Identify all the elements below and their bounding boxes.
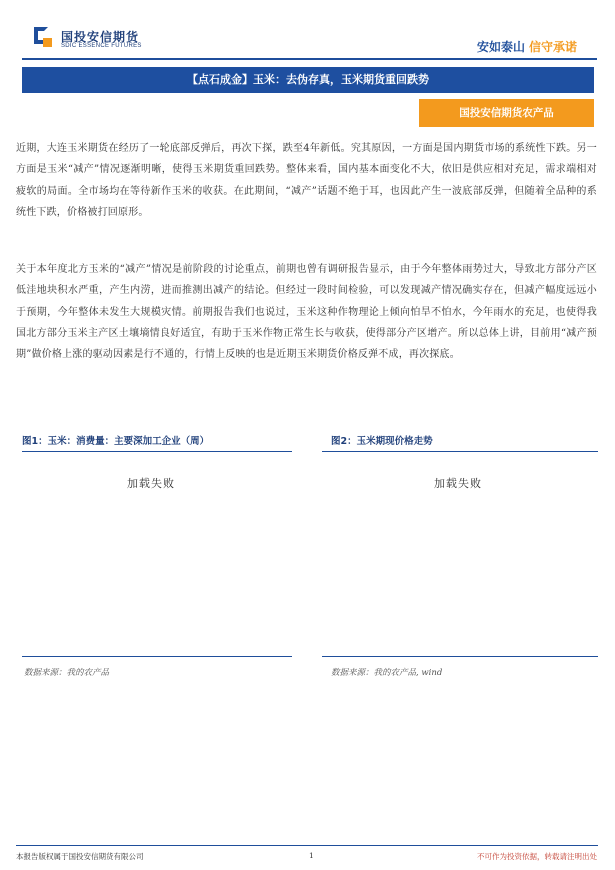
- figure-1-title: 图1：玉米：消费量：主要深加工企业（周）: [22, 436, 210, 447]
- company-logo-icon: [34, 24, 56, 48]
- slogan: [477, 38, 577, 55]
- page-header: [0, 0, 615, 60]
- figure-1-source: 数据来源：我的农产品: [24, 668, 110, 678]
- figure-1-bottom-rule: [22, 656, 292, 657]
- slogan-part2: 信守承诺: [528, 40, 577, 54]
- report-title: 【点石成金】玉米：去伪存真，玉米期货重回跌势: [22, 67, 594, 93]
- body-paragraph-2: 关于本年度北方玉米的“减产”情况是前阶段的讨论重点，前期也曾有调研报告显示，由于今年整体雨势过大，导致北方部分产区低洼地块积水严重，产生内涝，进而推测出减产的结论。但经过一段时间检验，可以发现减产情况确实存在，但减产幅度远远小于预期，今年整体未发生大规模灾情。前期报告我们也说过，玉米这种作物理论上倾向怕旱不怕水，今年雨水的充足，也使得我国北方部分玉米主产区土壤墒情良好适宜，有助于玉米作物正常生长与收获，使得部分产区增产。所以总体上讲，目前用“减产预期”做价格上涨的驱动因素是行不通的，行情上反映的也是近期玉米期货价格反弹不成，再次探底。: [16, 264, 597, 361]
- footer-divider: [16, 845, 598, 846]
- footer-disclaimer: 不可作为投资依据，转载请注明出处: [477, 852, 597, 861]
- page-number: 1: [309, 851, 314, 860]
- footer-copyright: 本报告版权属于国投安信期货有限公司: [16, 852, 144, 861]
- slogan-part1: 安如泰山: [476, 40, 525, 54]
- body-paragraph-1: 近期，大连玉米期货在经历了一轮底部反弹后，再次下探，跌至4年新低。究其原因，一方面是国内期货市场的系统性下跌。另一方面是玉米“减产”情况逐渐明晰，使得玉米期货重回跌势。整体来看，国内基本面变化不大，依旧是供应相对充足，需求端相对疲软的局面。全市场均在等待新作玉米的收获。在此期间，“减产”话题不绝于耳，也因此产生一波底部反弹，但随着全品种的系统性下跌，价格被打回原形。: [16, 143, 597, 218]
- header-divider: [22, 58, 597, 60]
- category-label: 国投安信期货农产品: [419, 99, 594, 127]
- brand-name-cn: 国投安信期货: [61, 30, 140, 44]
- figure-2-bottom-rule: [322, 656, 598, 657]
- figure-2-title: 图2：玉米期现价格走势: [331, 436, 433, 447]
- figure-1-load-failed-text: 加载失败: [127, 477, 175, 490]
- brand-name-en: SDIC ESSENCE FUTURES: [61, 43, 142, 49]
- figure-2-source: 数据来源：我的农产品, wind: [331, 668, 443, 678]
- figure-2-load-failed-text: 加载失败: [434, 477, 482, 490]
